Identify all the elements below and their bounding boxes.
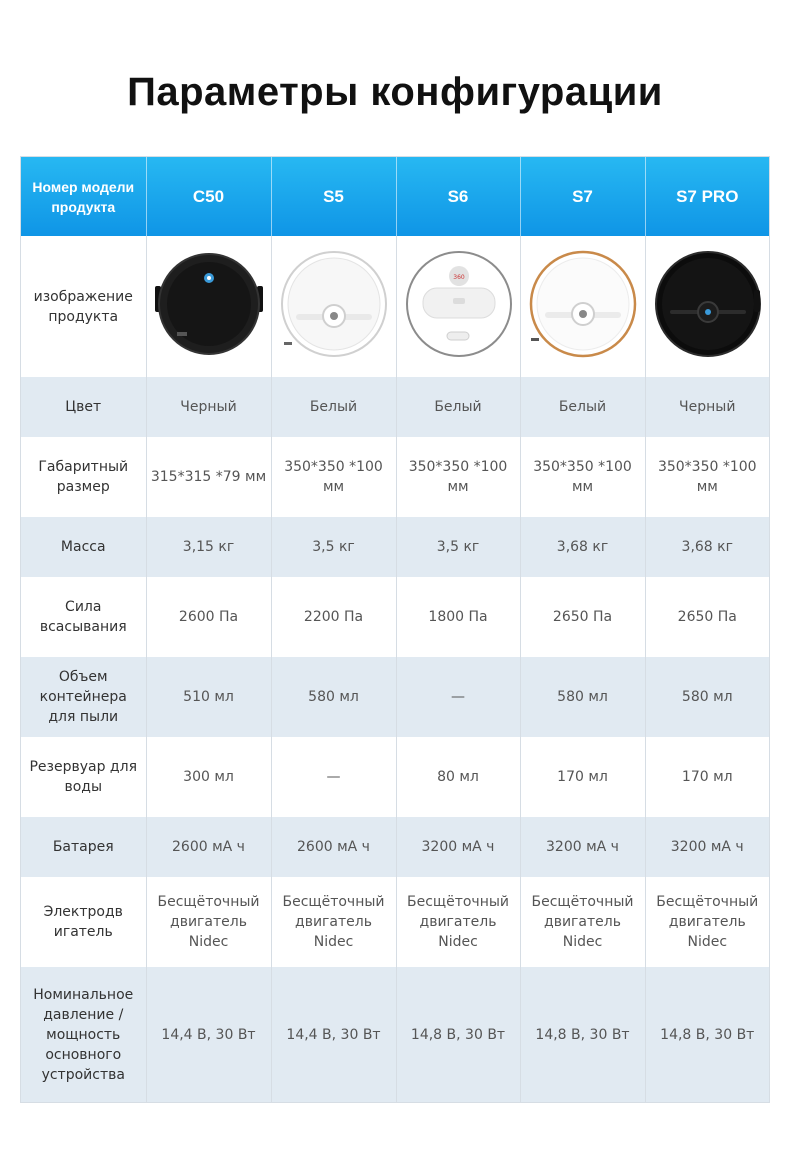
cell: 300 мл (146, 737, 271, 817)
cell: 2600 мА ч (271, 817, 396, 877)
cell: Черный (146, 377, 271, 437)
cell: 14,8 В, 30 Вт (520, 967, 645, 1102)
row-label: Электродв игатель (21, 877, 146, 967)
cell: Бесщёточный двигатель Nidec (645, 877, 769, 967)
cell: 580 мл (271, 657, 396, 737)
row-label: Габаритный размер (21, 437, 146, 517)
cell: 350*350 *100 мм (271, 437, 396, 517)
row-color (21, 377, 769, 437)
cell: Черный (645, 377, 769, 437)
s7pro-robot-image (650, 246, 766, 362)
model-s6: S6 (396, 157, 520, 236)
row-motor (21, 877, 769, 967)
header-label: Номер модели продукта (21, 157, 146, 236)
cell: 580 мл (645, 657, 769, 737)
cell: Бесщёточный двигатель Nidec (271, 877, 396, 967)
c50-robot-image (151, 246, 267, 362)
cell: — (396, 657, 520, 737)
row-label: Масса (21, 517, 146, 577)
row-mass (21, 517, 769, 577)
image-cell (146, 236, 271, 377)
config-table (20, 156, 770, 1103)
image-cell (396, 236, 520, 377)
row-label: Номинальное давление /мощность основного устройства (21, 967, 146, 1102)
cell: Бесщёточный двигатель Nidec (520, 877, 645, 967)
s5-robot-image (276, 246, 392, 362)
page-title: Параметры конфигурации (127, 70, 663, 114)
model-s5: S5 (271, 157, 396, 236)
cell: 3200 мА ч (645, 817, 769, 877)
cell: Белый (396, 377, 520, 437)
image-cell (645, 236, 769, 377)
row-power (21, 967, 769, 1102)
cell: 350*350 *100 мм (396, 437, 520, 517)
cell: 80 мл (396, 737, 520, 817)
cell: 14,8 В, 30 Вт (645, 967, 769, 1102)
cell: 510 мл (146, 657, 271, 737)
cell: 2650 Па (520, 577, 645, 657)
cell: 170 мл (520, 737, 645, 817)
cell: Бесщёточный двигатель Nidec (396, 877, 520, 967)
model-s7: S7 (520, 157, 645, 236)
header-row (21, 157, 769, 236)
s7-robot-image (525, 246, 641, 362)
row-label: Сила всасывания (21, 577, 146, 657)
cell: 3200 мА ч (520, 817, 645, 877)
cell: 350*350 *100 мм (520, 437, 645, 517)
row-image (21, 236, 769, 377)
cell: 3,15 кг (146, 517, 271, 577)
s6-robot-image (401, 246, 517, 362)
cell: 580 мл (520, 657, 645, 737)
model-c50: C50 (146, 157, 271, 236)
row-label: Цвет (21, 377, 146, 437)
cell: 3,68 кг (520, 517, 645, 577)
row-label: изображение продукта (21, 236, 146, 377)
cell: Белый (520, 377, 645, 437)
row-label: Объем контейнера для пыли (21, 657, 146, 737)
cell: — (271, 737, 396, 817)
cell: 2650 Па (645, 577, 769, 657)
cell: 315*315 *79 мм (146, 437, 271, 517)
row-dustbin (21, 657, 769, 737)
cell: 14,8 В, 30 Вт (396, 967, 520, 1102)
cell: 14,4 В, 30 Вт (271, 967, 396, 1102)
row-water (21, 737, 769, 817)
row-battery (21, 817, 769, 877)
cell: Белый (271, 377, 396, 437)
row-size (21, 437, 769, 517)
svg-text:360: 360 (452, 273, 465, 281)
cell: 3,68 кг (645, 517, 769, 577)
cell: 1800 Па (396, 577, 520, 657)
cell: 2200 Па (271, 577, 396, 657)
image-cell (271, 236, 396, 377)
cell: 14,4 В, 30 Вт (146, 967, 271, 1102)
row-suction (21, 577, 769, 657)
row-label: Резервуар для воды (21, 737, 146, 817)
row-label: Батарея (21, 817, 146, 877)
cell: 3,5 кг (396, 517, 520, 577)
cell: Бесщёточный двигатель Nidec (146, 877, 271, 967)
cell: 2600 мА ч (146, 817, 271, 877)
image-cell (520, 236, 645, 377)
model-s7pro: S7 PRO (645, 157, 769, 236)
cell: 350*350 *100 мм (645, 437, 769, 517)
cell: 3200 мА ч (396, 817, 520, 877)
cell: 170 мл (645, 737, 769, 817)
cell: 3,5 кг (271, 517, 396, 577)
cell: 2600 Па (146, 577, 271, 657)
